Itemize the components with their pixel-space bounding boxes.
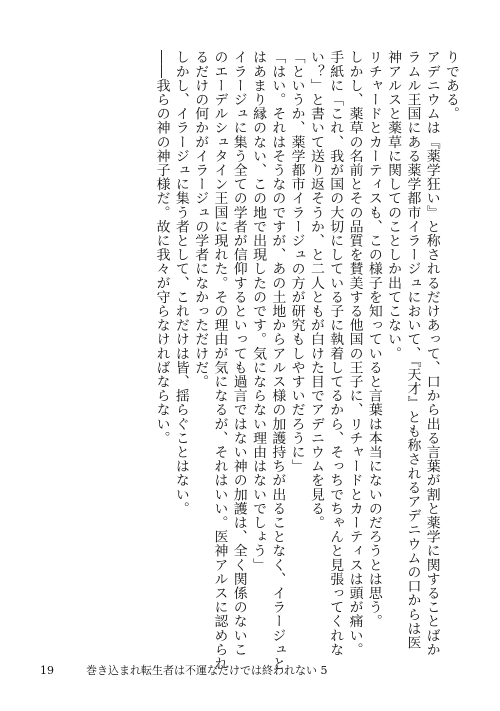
text-line: ラムル王国にある薬学都市イラージュにおいて、『天才』とも称されるアデニウムの口からは医 [404,50,421,650]
text-line: のエーデルシュタイン王国に現れた。その理由が気になるが、それはいい。医神アルスに認められ [211,50,228,671]
text-line: るだけの何かがイラージュの学者になかっただけだ。 [192,50,209,389]
text-line: 手紙に「これ、我が国の大切にしている子に執着してるから、そっちでちゃんと見張ってくれな [327,50,344,657]
text-line: しかし、イラージュに集う者として、これだけは皆、揺らぐことはない。 [172,50,189,516]
page-number: 19 [40,664,54,677]
page-footer [40,663,328,679]
text-line: ――我らの神の神子様だ。故に我々が守らなければならない。 [153,50,170,445]
text-line: はあまり縁のない、この地で出現したのです。気にならない理由はないでしょう」 [250,50,267,572]
text-line: リチャードとカーティスも、この様子を知っていると言葉は本当にないのだろうとは思う。 [365,50,382,629]
body-text [151,50,460,671]
running-title: 巻き込まれ転生者は不運なだけでは終われない 5 [86,664,328,677]
text-line: しかし、薬草の名前とその品質を賛美する他国の王子に、リチャードとカーティスは頭が痛い。 [346,50,363,657]
text-line: 「というか、薬学都市イラージュの方が研究もしやすいだろうに」 [288,50,305,473]
text-line: 「はい。それはそうなのですが、あの土地からアルス様の加護持ちが出ることなく、イラージュと [269,50,286,671]
text-line: 神アルスと薬草に関してのことしか出てこない。 [385,50,402,361]
text-line: い？」と書いて送り返そうか、と二人ともが白けた目でアデニウムを見る。 [307,50,324,530]
text-line: アデニウムは『薬学狂い』と称されるだけあって、口から出る言葉が割と薬学に関することばか [423,50,440,657]
text-line: イラージュに集う全ての学者が信仰するといっても過言ではない神の加護は、全く関係のないこ [230,50,247,657]
text-line: りである。 [443,50,459,121]
